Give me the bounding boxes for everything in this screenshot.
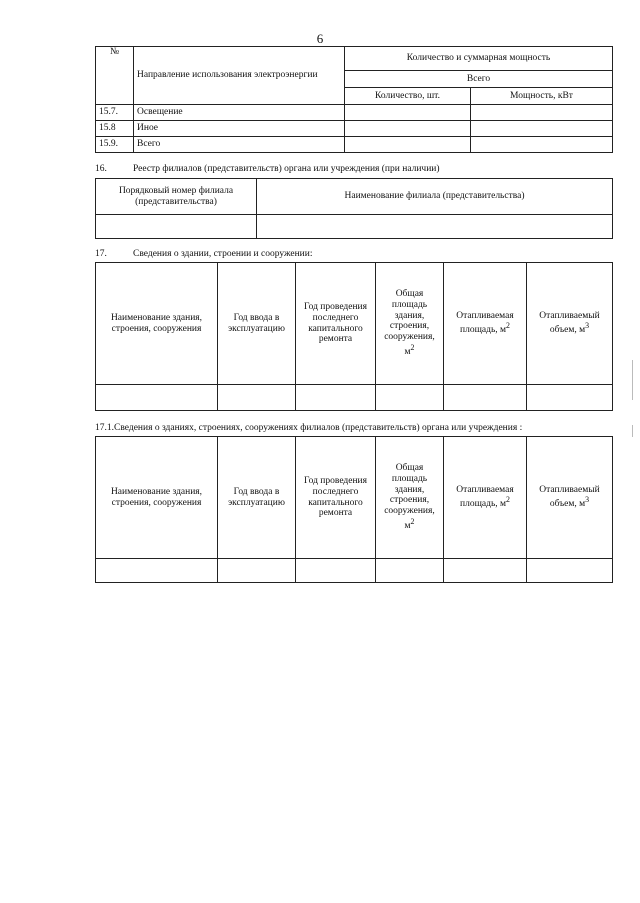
header-building-name: Наименование здания, строения, сооружения — [96, 263, 218, 385]
header-branch-name: Наименование филиала (представительства) — [257, 179, 613, 215]
row-name: Иное — [134, 121, 345, 137]
header-heated-volume: Отапливаемый объем, $м^3$ — [527, 437, 613, 559]
section-17-heading — [95, 249, 313, 259]
section-17-number: 17. — [95, 249, 107, 259]
row-quantity-cell[interactable] — [345, 105, 471, 121]
total-area-cell[interactable] — [376, 385, 444, 411]
row-quantity-cell[interactable] — [345, 121, 471, 137]
heated-area-cell[interactable] — [444, 385, 527, 411]
row-quantity-cell[interactable] — [345, 137, 471, 153]
branch-name-cell[interactable] — [257, 215, 613, 239]
page-number: 6 — [316, 31, 324, 46]
row-power-cell[interactable] — [471, 121, 613, 137]
section-17-title: Сведения о здании, строении и сооружении: — [133, 249, 313, 259]
table-row — [96, 105, 613, 121]
building-name-cell[interactable] — [96, 385, 218, 411]
row-num: 15.7. — [96, 105, 134, 121]
row-num: 15.9. — [96, 137, 134, 153]
header-total-area: Общая площадь здания, строения, сооружения, $м^2$ — [376, 263, 444, 385]
header-total-area: Общая площадь здания, строения, сооружения, $м^2$ — [376, 437, 444, 559]
year-repair-cell[interactable] — [296, 559, 376, 583]
table-row — [96, 559, 613, 583]
section-16-title: Реестр филиалов (представительств) органа или учреждения (при наличии) — [133, 164, 440, 174]
building-info-table — [95, 262, 613, 411]
building-name-cell[interactable] — [96, 559, 218, 583]
table-row — [96, 121, 613, 137]
branch-num-cell[interactable] — [96, 215, 257, 239]
heated-volume-cell[interactable] — [527, 385, 613, 411]
row-name: Всего — [134, 137, 345, 153]
header-year-commission: Год ввода в эксплуатацию — [218, 437, 296, 559]
total-area-cell[interactable] — [376, 559, 444, 583]
energy-usage-table — [95, 46, 613, 153]
heated-area-cell[interactable] — [444, 559, 527, 583]
row-power-cell[interactable] — [471, 105, 613, 121]
heated-volume-cell[interactable] — [527, 559, 613, 583]
section-16-number: 16. — [95, 164, 107, 174]
branch-building-info-table — [95, 436, 613, 583]
row-name: Освещение — [134, 105, 345, 121]
section-17-1-heading: 17.1.Сведения о зданиях, строениях, сооружениях филиалов (представительств) органа или учреждения : — [95, 423, 523, 433]
header-building-name: Наименование здания, строения, сооружения — [96, 437, 218, 559]
row-power-cell[interactable] — [471, 137, 613, 153]
header-power: Мощность, кВт — [471, 88, 613, 105]
header-heated-volume: Отапливаемый объем, $м^3$ — [527, 263, 613, 385]
header-year-commission: Год ввода в эксплуатацию — [218, 263, 296, 385]
header-total: Всего — [345, 71, 613, 88]
table-row — [96, 137, 613, 153]
header-num: № — [96, 47, 134, 105]
scan-edge-mark — [632, 360, 633, 400]
header-branch-num: Порядковый номер филиала (представительства) — [96, 179, 257, 215]
table-row — [96, 215, 613, 239]
year-commission-cell[interactable] — [218, 385, 296, 411]
scan-edge-mark — [632, 425, 633, 437]
header-year-repair: Год проведения последнего капитального ремонта — [296, 263, 376, 385]
year-repair-cell[interactable] — [296, 385, 376, 411]
header-quantity: Количество, шт. — [345, 88, 471, 105]
header-heated-area: Отапливаемая площадь, $м^2$ — [444, 263, 527, 385]
year-commission-cell[interactable] — [218, 559, 296, 583]
header-direction: Направление использования электроэнергии — [134, 47, 345, 105]
header-quantity-power: Количество и суммарная мощность — [345, 47, 613, 71]
branch-registry-table — [95, 178, 613, 239]
section-16-heading — [95, 164, 440, 174]
header-year-repair: Год проведения последнего капитального ремонта — [296, 437, 376, 559]
table-row — [96, 385, 613, 411]
row-num: 15.8 — [96, 121, 134, 137]
header-heated-area: Отапливаемая площадь, $м^2$ — [444, 437, 527, 559]
